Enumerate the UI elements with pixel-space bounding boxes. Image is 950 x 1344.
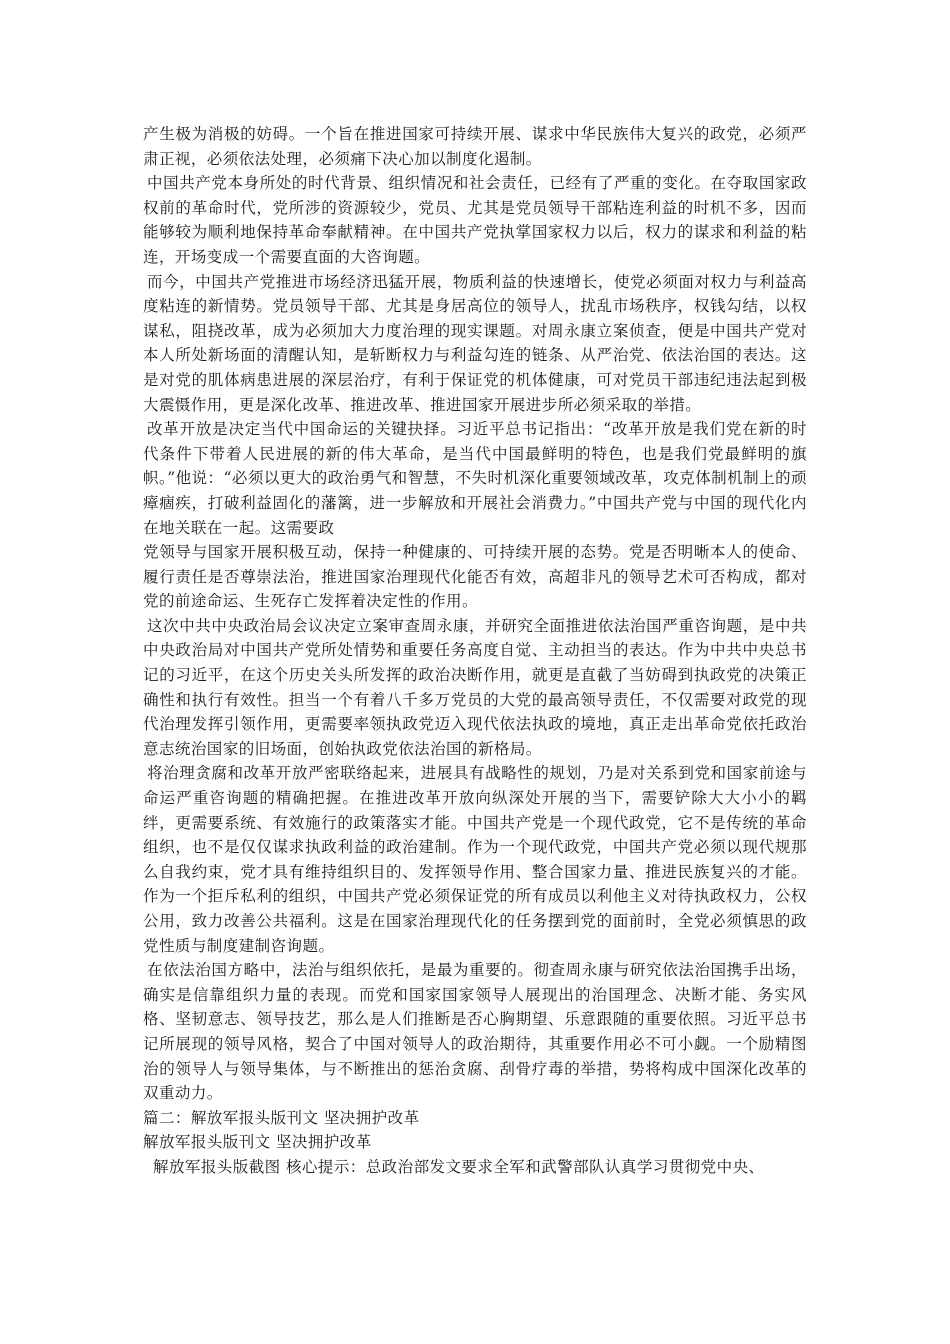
paragraph: 产生极为消极的妨碍。一个旨在推进国家可持续开展、谋求中华民族伟大复兴的政党，必须严肃正视，必须依法处理，必须痛下决心加以制度化遏制。	[143, 125, 807, 168]
paragraph: 中国共产党本身所处的时代背景、组织情况和社会责任，已经有了严重的变化。在夺取国家政权前的革命时代，党所涉的资源较少，党员、尤其是党员领导干部粘连利益的时机不多，因而能够较为顺利地保持革命奉献精神。在中国共产党执掌国家权力以后，权力的谋求和利益的粘连，开场变成一个需要直面的大咨询题。	[143, 174, 807, 266]
document-body	[143, 122, 807, 1180]
paragraph: 改革开放是决定当代中国命运的关键抉择。习近平总书记指出：“改革开放是我们党在新的时代条件下带着人民进展的新的伟大革命，是当代中国最鲜明的特色，也是我们党最鲜明的旗帜。”他说：“必须以更大的政治勇气和智慧，不失时机深化重要领域改革，攻克体制机制上的顽瘴痼疾，打破利益固化的藩篱，进一步解放和开展社会消费力。”中国共产党与中国的现代化内在地关联在一起。这需要政	[143, 420, 807, 537]
paragraph: 党领导与国家开展积极互动，保持一种健康的、可持续开展的态势。党是否明晰本人的使命、履行责任是否尊崇法治，推进国家治理现代化能否有效，高超非凡的领导艺术可否构成，都对党的前途命运、生死存亡发挥着决定性的作用。	[143, 543, 807, 611]
section-heading: 篇二：解放军报头版刊文 坚决拥护改革	[143, 1108, 420, 1127]
paragraph: 而今，中国共产党推进市场经济迅猛开展，物质利益的快速增长，使党必须面对权力与利益高度粘连的新情势。党员领导干部、尤其是身居高位的领导人，扰乱市场秩序，权钱勾结，以权谋私，阻挠改革，成为必须加大力度治理的现实课题。对周永康立案侦查，便是中国共产党对本人所处新场面的清醒认知，是斩断权力与利益勾连的链条、从严治党、依法治国的表达。这是对党的肌体病患进展的深层治疗，有利于保证党的机体健康，可对党员干部违纪违法起到极大震慑作用，更是深化改革、推进改革、推进国家开展进步所必须采取的举措。	[143, 272, 807, 414]
article-title: 解放军报头版刊文 坚决拥护改革	[143, 1133, 372, 1152]
paragraph: 解放军报头版截图 核心提示：总政治部发文要求全军和武警部队认真学习贯彻党中央、	[153, 1157, 765, 1176]
paragraph: 在依法治国方略中，法治与组织依托，是最为重要的。彻查周永康与研究依法治国携手出场，确实是信靠组织力量的表现。而党和国家国家领导人展现出的治国理念、决断才能、务实风格、坚韧意志、领导技艺，那么是人们推断是否心胸期望、乐意跟随的重要依照。习近平总书记所展现的领导风格，契合了中国对领导人的政治期待，其重要作用必不可小觑。一个励精图治的领导人与领导集体，与不断推出的惩治贪腐、刮骨疗毒的举措，势将构成中国深化改革的双重动力。	[143, 961, 807, 1103]
paragraph: 将治理贪腐和改革开放严密联络起来，进展具有战略性的规划，乃是对关系到党和国家前途与命运严重咨询题的精确把握。在推进改革开放向纵深处开展的当下，需要铲除大大小小的羁绊，更需要系统、有效施行的政策落实才能。中国共产党是一个现代政党，它不是传统的革命组织，也不是仅仅谋求执政利益的政治建制。作为一个现代政党，中国共产党必须以现代规那么自我约束，党才具有维持组织目的、发挥领导作用、整合国家力量、推进民族复兴的才能。作为一个拒斥私利的组织，中国共产党必须保证党的所有成员以利他主义对待执政权力，公权公用，致力改善公共福利。这是在国家治理现代化的任务摆到党的面前时，全党必须慎思的政党性质与制度建制咨询题。	[143, 764, 807, 955]
paragraph: 这次中共中央政治局会议决定立案审查周永康，并研究全面推进依法治国严重咨询题，是中共中央政治局对中国共产党所处情势和重要任务高度自觉、主动担当的表达。作为中共中央总书记的习近平，在这个历史关头所发挥的政治决断作用，就更是直截了当妨碍到执政党的决策正确性和执行有效性。担当一个有着八千多万党员的大党的最高领导责任，不仅需要对政党的现代治理发挥引领作用，更需要率领执政党迈入现代依法执政的境地，真正走出革命党依托政治意志统治国家的旧场面，创始执政党依法治国的新格局。	[143, 616, 807, 758]
